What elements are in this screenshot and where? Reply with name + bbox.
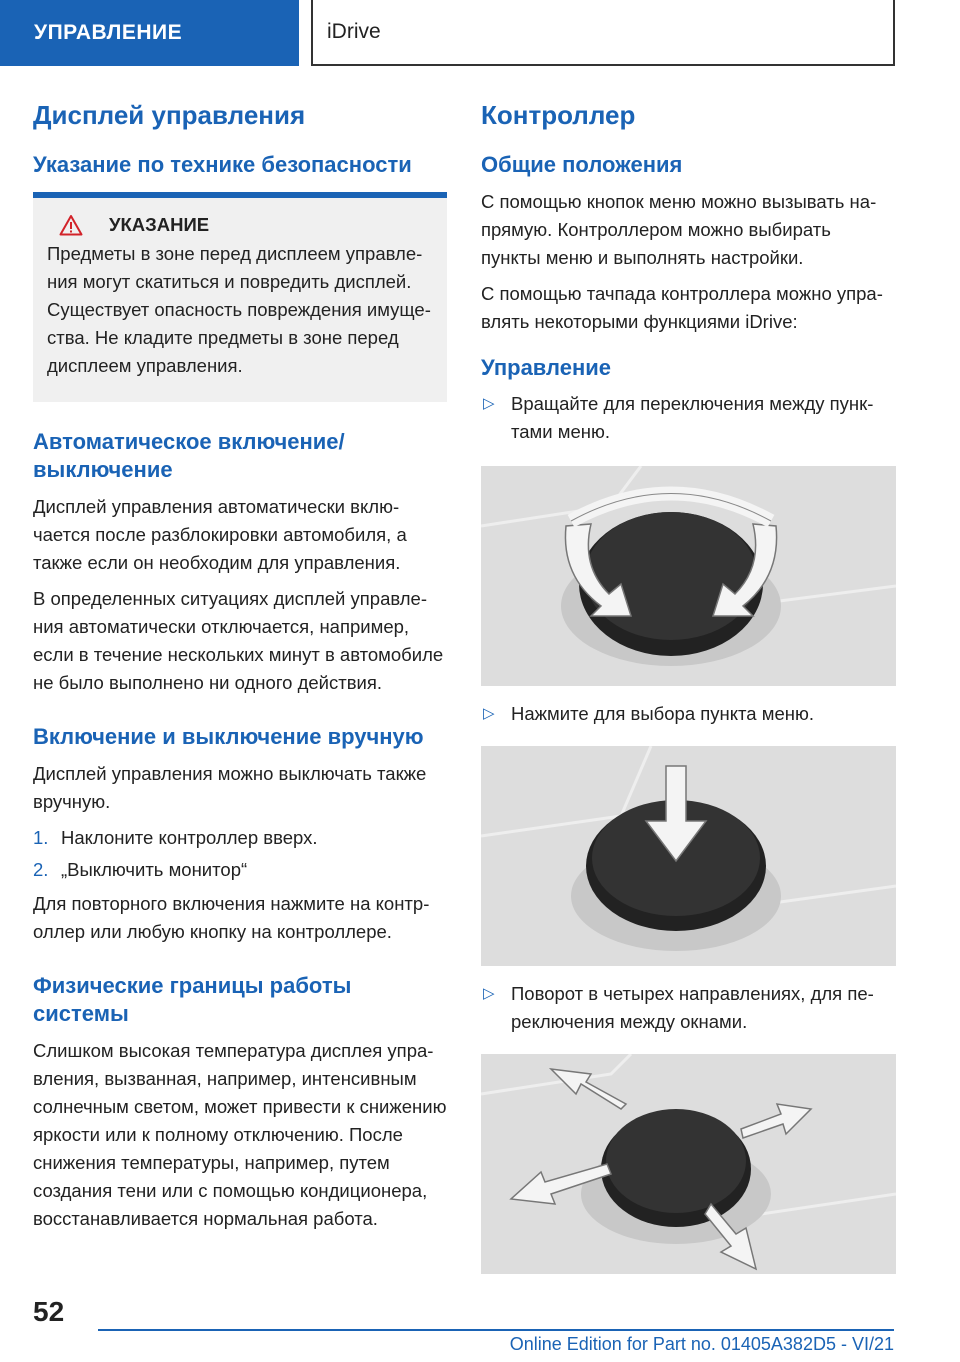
tilt-illustration <box>481 1054 896 1274</box>
warning-box <box>33 198 447 402</box>
auto-paragraph-2: В определенных ситуациях дисплей управления автоматически отключается, например, если в течение нескольких минут в автомобиле не было выполнено ни одного действия. <box>33 587 444 693</box>
manual-paragraph-1: Дисплей управления можно выключать также вручную. <box>33 762 427 812</box>
safety-heading: Указание по технике безопасности <box>33 152 412 178</box>
bullet-item <box>481 700 891 728</box>
edition-link[interactable]: Online Edition for Part no. 01405A382D5 - VI/21 <box>509 1334 894 1354</box>
controller-rotate-image <box>481 466 896 686</box>
bullet-text: Нажмите для выбора пункта меню. <box>511 703 814 725</box>
general-paragraph-1: С помощью кнопок меню можно вызывать напрямую. Контроллером можно выбирать пункты меню и выполнять настройки. <box>481 190 877 268</box>
limits-paragraph: Слишком высокая температура дисплея управления, вызванная, например, интенсивным солнечным светом, может привести к снижению яркости или к полному отключению. После снижения температуры, например, путем создания тени или с помощью кондиционера, восстанавливается нормальная работа. <box>33 1039 447 1229</box>
steps-list <box>33 824 447 884</box>
control-heading: Управление <box>481 354 612 380</box>
bullet-text: Поворот в четырех направлениях, для переключения между окнами. <box>511 983 874 1033</box>
warning-title <box>47 214 433 236</box>
step-text: „Выключить монитор“ <box>61 858 248 880</box>
step-number: 1. <box>33 826 49 848</box>
step-text: Наклоните контроллер вверх. <box>61 826 318 848</box>
page-title: Дисплей управления <box>33 100 306 130</box>
step-item <box>33 856 447 884</box>
general-paragraph-2: С помощью тачпада контроллера можно управлять некоторыми функциями iDrive: <box>481 282 883 332</box>
controller-press-image <box>481 746 896 966</box>
warning-triangle-icon <box>59 214 83 236</box>
rotate-illustration <box>481 466 896 686</box>
section-tab: УПРАВЛЕНИЕ <box>0 0 299 66</box>
footer-divider <box>98 1329 894 1331</box>
bullet-text: Вращайте для переключения между пунктами меню. <box>511 393 874 443</box>
manual-paragraph-2: Для повторного включения нажмите на контроллер или любую кнопку на контроллере. <box>33 892 430 942</box>
right-column <box>481 100 891 1288</box>
auto-heading: Автоматическое включение/выключение <box>33 428 345 483</box>
controller-tilt-image <box>481 1054 896 1274</box>
controller-title: Контроллер <box>481 100 636 130</box>
bullet-item <box>481 390 891 446</box>
page-number: 52 <box>33 1296 65 1327</box>
triangle-bullet-icon: ▷ <box>483 395 495 413</box>
press-illustration <box>481 746 896 966</box>
left-column <box>33 100 447 1241</box>
triangle-bullet-icon: ▷ <box>483 705 495 723</box>
chapter-title: iDrive <box>311 0 895 66</box>
bullet-item <box>481 980 891 1036</box>
step-number: 2. <box>33 858 49 880</box>
manual-heading: Включение и выключение вручную <box>33 723 424 749</box>
triangle-bullet-icon: ▷ <box>483 985 495 1003</box>
step-item <box>33 824 447 852</box>
warning-label: УКАЗАНИЕ <box>109 213 210 235</box>
limits-heading: Физические границы работы системы <box>33 972 352 1027</box>
warning-text: Предметы в зоне перед дисплеем управления могут скатиться и повредить дисплей. Существует опасность повреждения имущества. Не кладите предметы в зоне перед дисплеем управления. <box>47 242 431 376</box>
auto-paragraph-1: Дисплей управления автоматически включается после разблокировки автомобиля, а также если он необходим для управления. <box>33 495 407 573</box>
general-heading: Общие положения <box>481 152 683 178</box>
